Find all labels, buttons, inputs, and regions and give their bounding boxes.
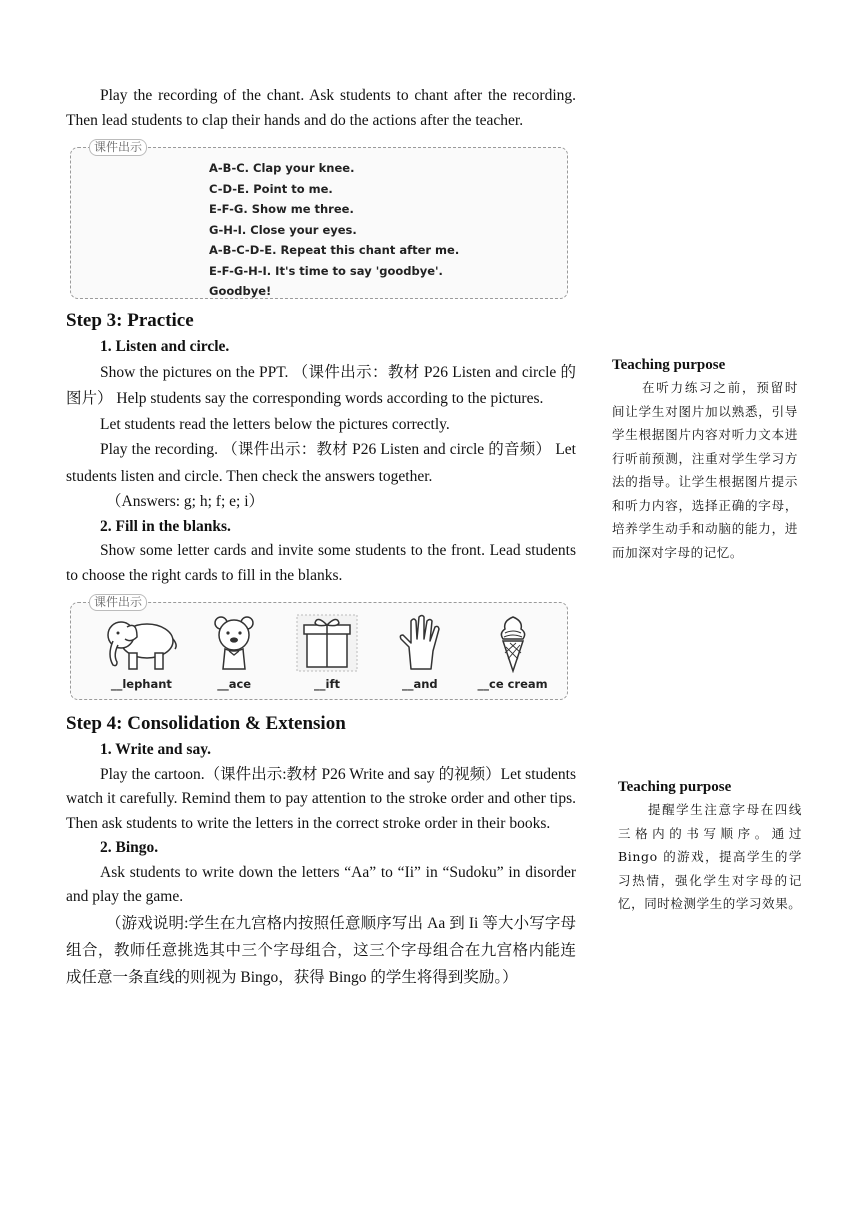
chant-line: E-F-G. Show me three. [209,202,354,216]
step3-p3: Play the recording. （课件出示：教材 P26 Listen and circle 的音频） Let students listen and circle. Then check the answers together. [66,441,576,485]
gift-box-icon [295,613,359,673]
step4-heading: Step 4: Consolidation & Extension [66,713,346,734]
main-column [66,84,576,991]
hand-icon [397,613,443,673]
step3-p1: Show the pictures on the PPT. （课件出示：教材 P26 Listen and circle 的图片） Help students say the corresponding words according to the pictures. [66,363,576,407]
step4-sub2: 2. Bingo. [100,839,159,856]
side-text: 提醒学生注意字母在四线三格内的书写顺序。通过 Bingo 的游戏，提高学生的学习热情，强化学生对字母的记忆，同时检测学生的学习效果。 [618,802,802,911]
picture-card [282,613,372,691]
elephant-icon [103,613,179,673]
chant-line: A-B-C. Clap your knee. [209,161,355,175]
chant-lines [71,148,567,306]
teaching-purpose-1 [612,354,798,564]
step3-heading: Step 3: Practice [66,310,194,331]
side-text: 在听力练习之前，预留时间让学生对图片加以熟悉，引导学生根据图片内容对听力文本进行听前预测，注重对学生学习方法的指导。让学生根据图片提示和听力内容，选择正确的字母，培养学生动手和动脑的能力，进而加深对字母的记忆。 [612,380,798,560]
side-heading: Teaching purpose [618,779,732,795]
picture-card [189,613,279,691]
picture-word: __ift [314,677,340,691]
picture-word: __lephant [110,677,172,691]
step3-answers: （Answers: g; h; f; e; i） [106,493,264,510]
step4-p1: Play the cartoon.（课件出示:教材 P26 Write and say 的视频）Let students watch it carefully. Remind them to pay attention to the stroke order and other tips. Then ask students to write the letters in the correct stroke order in their books. [66,765,576,832]
picture-word: __ace [217,677,252,691]
courseware-tag: 课件出示 [89,594,147,611]
chant-line: Goodbye! [209,284,272,298]
bear-face-icon [209,613,259,673]
chant-line: E-F-G-H-I. It's time to say 'goodbye'. [209,263,443,278]
picture-card [96,613,186,691]
ice-cream-icon [493,613,533,673]
picture-card [375,613,465,691]
step3-p4: Show some letter cards and invite some students to the front. Lead students to choose the right cards to fill in the blanks. [66,542,576,584]
picture-word: __ce cream [477,677,548,691]
step3-sub1: 1. Listen and circle. [100,338,230,355]
chant-line: G-H-I. Close your eyes. [209,222,357,237]
chant-courseware-box [70,140,568,299]
teaching-purpose-2 [618,776,802,916]
step3-p2: Let students read the letters below the pictures correctly. [100,415,450,433]
step3-sub2: 2. Fill in the blanks. [100,517,231,535]
chant-line: A-B-C-D-E. Repeat this chant after me. [209,243,460,257]
picture-card [468,613,558,691]
picture-row [71,603,567,695]
pictures-courseware-box [70,595,568,700]
side-heading: Teaching purpose [612,357,726,373]
courseware-tag: 课件出示 [89,139,147,156]
step4-p3: （游戏说明:学生在九宫格内按照任意顺序写出 Aa 到 Ii 等大小写字母组合，教师任意挑选其中三个字母组合，这三个字母组合在九宫格内能连成任意一条直线的则视为 Bingo，获得 Bingo 的学生将得到奖励。） [66,914,576,986]
picture-word: __and [401,677,438,691]
chant-line: C-D-E. Point to me. [209,181,333,196]
step4-sub1: 1. Write and say. [100,741,211,758]
intro-paragraph: Play the recording of the chant. Ask students to chant after the recording. Then lead students to clap their hands and do the actions after the teacher. [66,87,576,129]
step4-p2: Ask students to write down the letters “Aa” to “Ii” in “Sudoku” in disorder and play the game. [66,863,576,905]
